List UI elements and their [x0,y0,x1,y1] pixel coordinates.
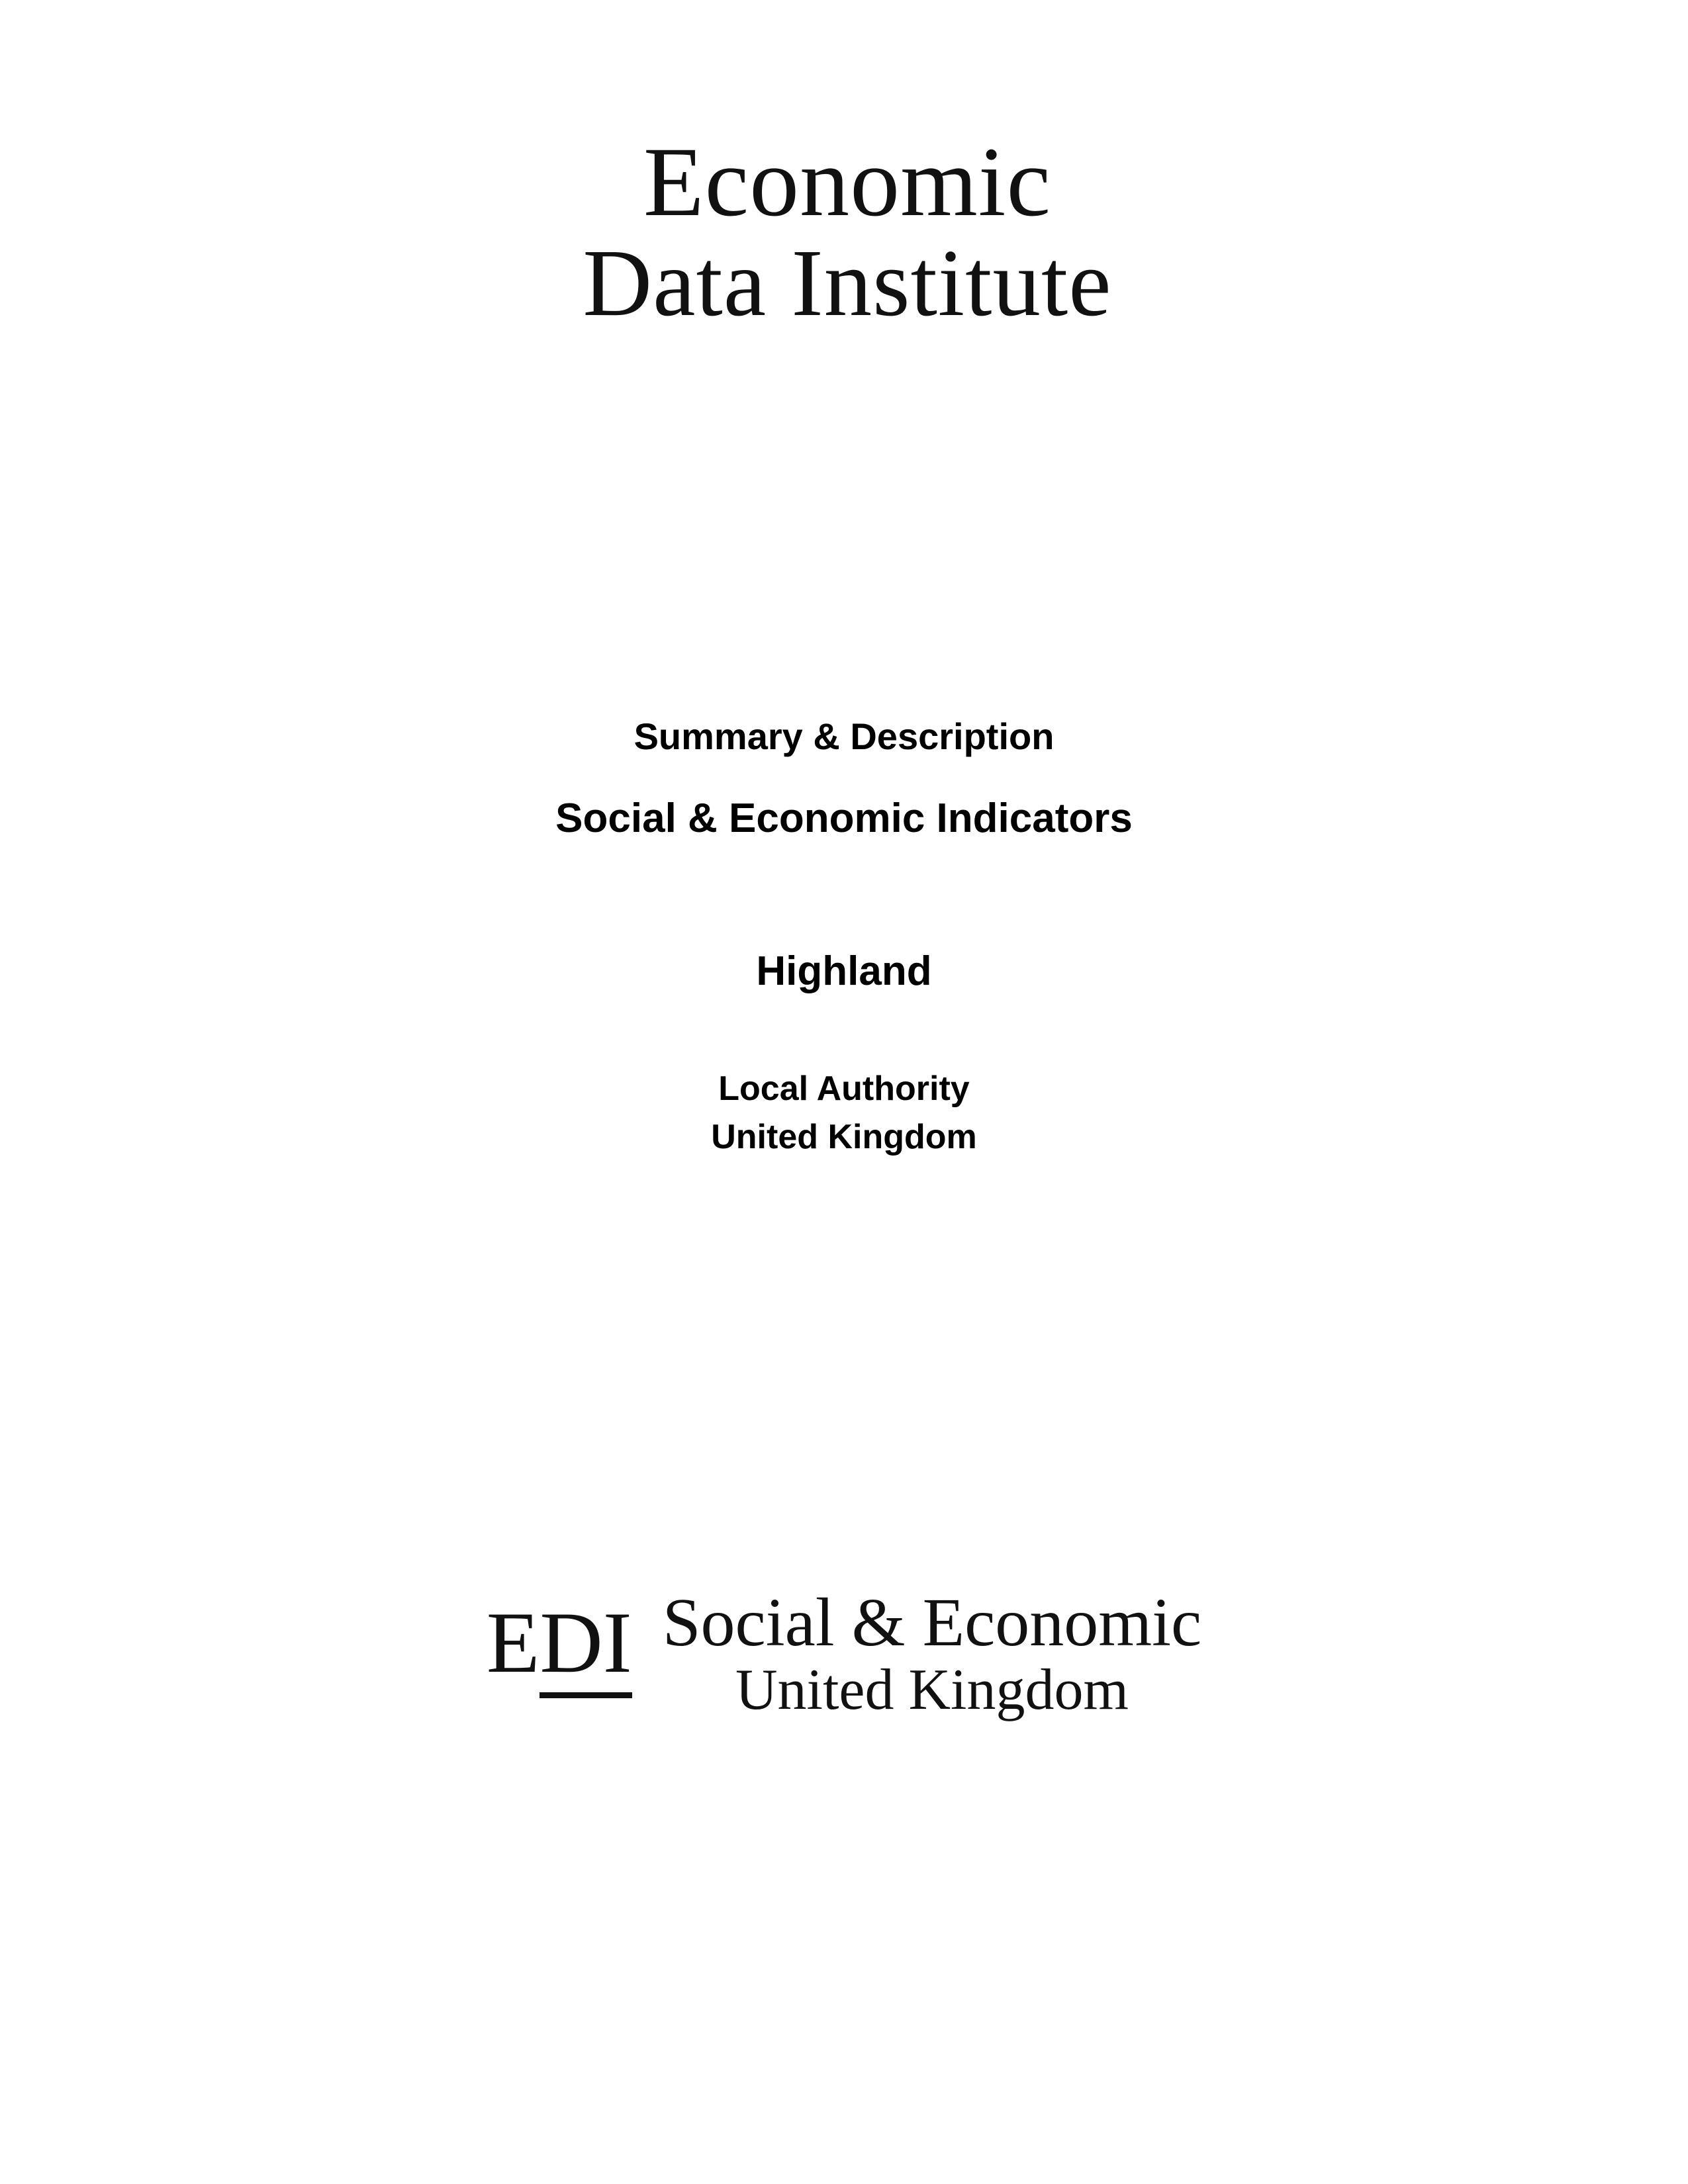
document-subtitle: Summary & Description [633,715,1055,757]
masthead-line-1: Economic [643,127,1052,237]
edi-letters-di: DI [539,1594,632,1698]
masthead-line-2: Data Institute [583,230,1112,336]
edi-tagline-line-1: Social & Economic [662,1584,1202,1661]
edi-letter-e: E [486,1594,540,1691]
edi-wordmark [486,1594,632,1691]
title-block [0,715,1688,1159]
footer-logo [0,1584,1688,1722]
document-title: Social & Economic Indicators [555,796,1133,841]
edi-tagline-line-2: United Kingdom [735,1658,1129,1722]
masthead-logo [0,127,1688,336]
country-name: United Kingdom [711,1118,977,1156]
area-type: Local Authority [718,1069,970,1108]
area-name: Highland [756,948,932,994]
edi-tagline [662,1584,1202,1722]
